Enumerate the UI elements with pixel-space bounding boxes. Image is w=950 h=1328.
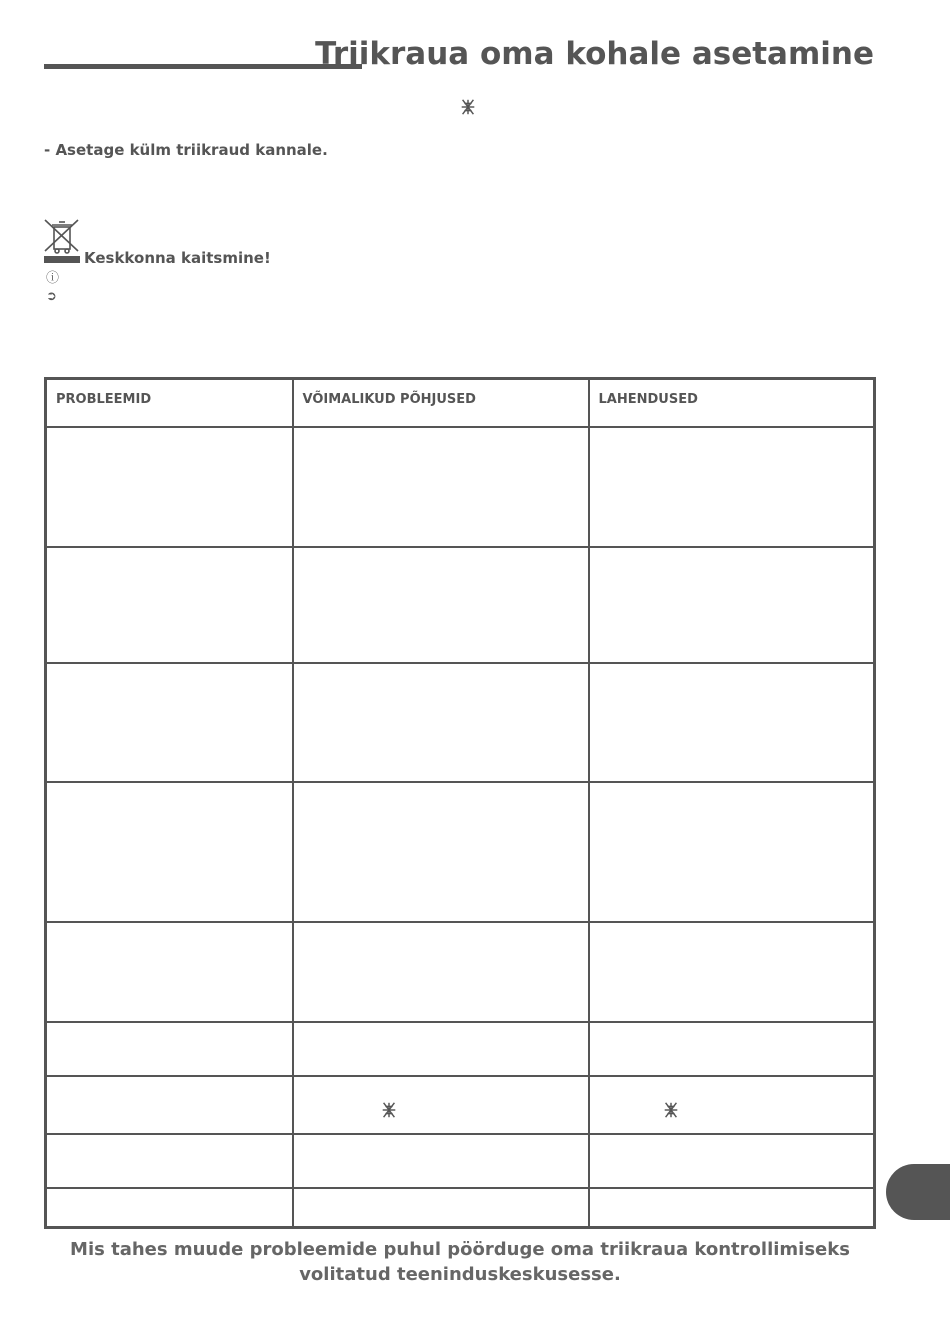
table-row (46, 1076, 875, 1134)
footer-note (44, 1237, 876, 1287)
recycle-arrow-icon: ➲ (46, 289, 57, 304)
environment-protection-label: Keskkonna kaitsmine! (84, 249, 271, 267)
table-row (46, 1134, 875, 1188)
table-row (46, 1022, 875, 1076)
table-header-row (46, 379, 875, 428)
footer-line: volitatud teeninduskeskusesse. (299, 1264, 621, 1285)
column-header: LAHENDUSED (589, 379, 875, 428)
steam-burst-icon (662, 1101, 680, 1119)
table-row (46, 1188, 875, 1227)
table-row (46, 663, 875, 782)
footer-line: Mis tahes muude probleemide puhul pöörduge oma triikraua kontrollimiseks (70, 1239, 850, 1260)
instruction-text: - Asetage külm triikraud kannale. (44, 141, 328, 159)
steam-burst-icon (380, 1101, 398, 1119)
steam-burst-icon (459, 98, 477, 116)
table-row (46, 427, 875, 547)
troubleshooting-table (44, 377, 876, 1229)
table-row (46, 547, 875, 663)
column-header: PROBLEEMID (46, 379, 293, 428)
crossed-bin-icon (44, 217, 80, 263)
info-icon: ⓘ (46, 271, 60, 286)
column-header: VÕIMALIKUD PÕHJUSED (293, 379, 589, 428)
page-tab (886, 1164, 950, 1220)
table-row (46, 782, 875, 922)
page-title: Triikraua oma kohale asetamine (315, 36, 874, 72)
table-row (46, 922, 875, 1022)
